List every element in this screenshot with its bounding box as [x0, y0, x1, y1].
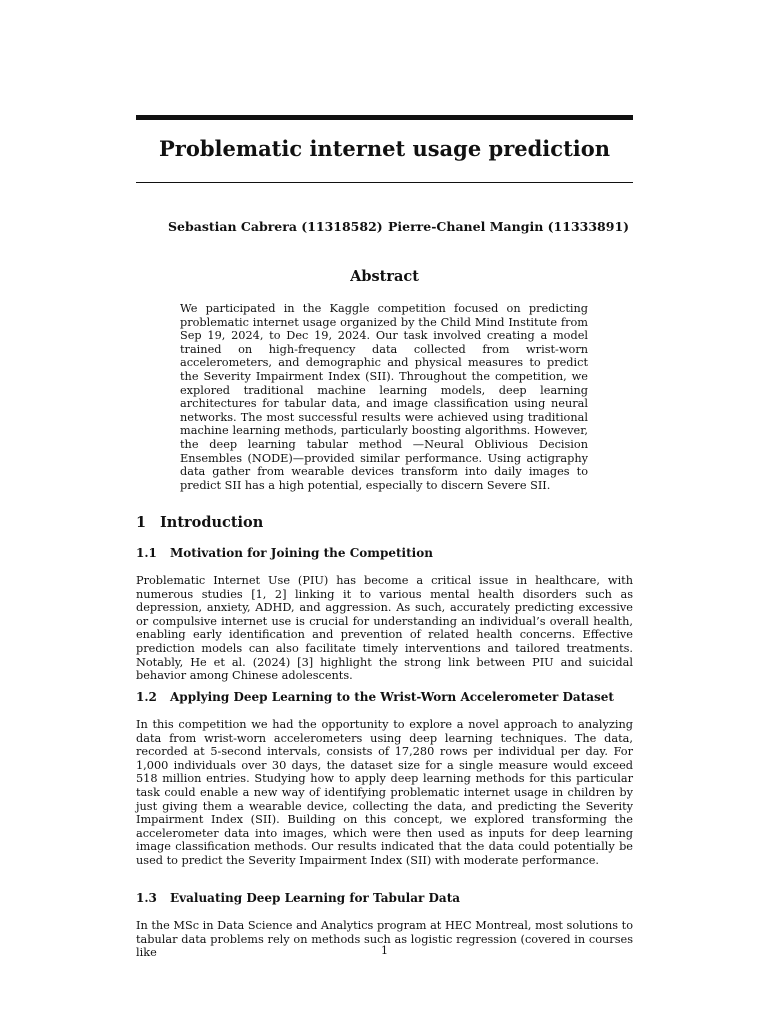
abstract-text: We participated in the Kaggle competition focused on predicting problematic internet usage organized by the Child Mind Institute from Sep 19, 2024, to Dec 19, 2024. Our task involved creating a model trained on high-frequency data collected from wrist-worn accelerometers, and demographic and physical measures to predict the Severity Impairment Index (SII). Throughout the competition, we explored traditional machine learning models, deep learning architectures for tabular data, and image classification using neural networks. The most successful results were achieved using traditional machine learning methods, particularly boosting algorithms. However, the deep learning tabular method —Neural Oblivious Decision Ensembles (NODE)—provided similar performance. Using actigraphy data gather from wearable devices transform into daily images to predict SII has a high potential, especially to discern Severe SII.: [180, 302, 588, 492]
section-1-number: 1: [136, 514, 147, 531]
subsection-1-2-title: Applying Deep Learning to the Wrist-Worn Accelerometer Dataset: [170, 690, 614, 704]
subsection-1-3-number: 1.3: [136, 891, 157, 905]
title-bottom-rule: [136, 182, 633, 183]
subsection-1-3-title: Evaluating Deep Learning for Tabular Data: [170, 891, 461, 905]
author-2: Pierre-Chanel Mangin (11333891): [388, 219, 630, 234]
section-1-title: Introduction: [160, 514, 264, 531]
subsection-1-1-title: Motivation for Joining the Competition: [170, 546, 433, 560]
subsection-1-3-heading: [136, 891, 460, 905]
subsection-1-1-number: 1.1: [136, 546, 157, 560]
subsection-1-1-paragraph: Problematic Internet Use (PIU) has become a critical issue in healthcare, with numerous studies [1, 2] linking it to various mental health disorders such as depression, anxiety, ADHD, and aggression. As such, accurately predicting excessive or compulsive internet use is crucial for understanding an individual’s overall health, enabling early identification and prevention of related health concerns. Effective prediction models can also facilitate timely interventions and tailored treatments. Notably, He et al. (2024) [3] highlight the strong link between PIU and suicidal behavior among Chinese adolescents.: [136, 574, 633, 683]
subsection-1-2-paragraph: In this competition we had the opportunity to explore a novel approach to analyzing data from wrist-worn accelerometers using deep learning techniques. The data, recorded at 5-second intervals, consists of 17,280 rows per individual per day. For 1,000 individuals over 30 days, the dataset size for a single measure would exceed 518 million entries. Studying how to apply deep learning methods for this particular task could enable a new way of identifying problematic internet usage in children by just giving them a wearable device, collecting the data, and predicting the Severity Impairment Index (SII). Building on this concept, we explored transforming the accelerometer data into images, which were then used as inputs for deep learning image classification methods. Our results indicated that the data could potentially be used to predict the Severity Impairment Index (SII) with moderate performance.: [136, 718, 633, 867]
subsection-1-2-number: 1.2: [136, 690, 157, 704]
subsection-1-3-paragraph: In the MSc in Data Science and Analytics program at HEC Montreal, most solutions to tabular data problems rely on methods such as logistic regression (covered in courses like: [136, 919, 633, 960]
subsection-1-2-heading: [136, 690, 614, 704]
subsection-1-1-heading: [136, 546, 433, 560]
abstract-heading: Abstract: [350, 268, 419, 285]
section-1-heading: [136, 514, 263, 531]
author-1: Sebastian Cabrera (11318582): [168, 219, 383, 234]
page-number: 1: [381, 944, 388, 957]
paper-title: Problematic internet usage prediction: [158, 136, 611, 161]
title-top-rule: [136, 115, 633, 120]
